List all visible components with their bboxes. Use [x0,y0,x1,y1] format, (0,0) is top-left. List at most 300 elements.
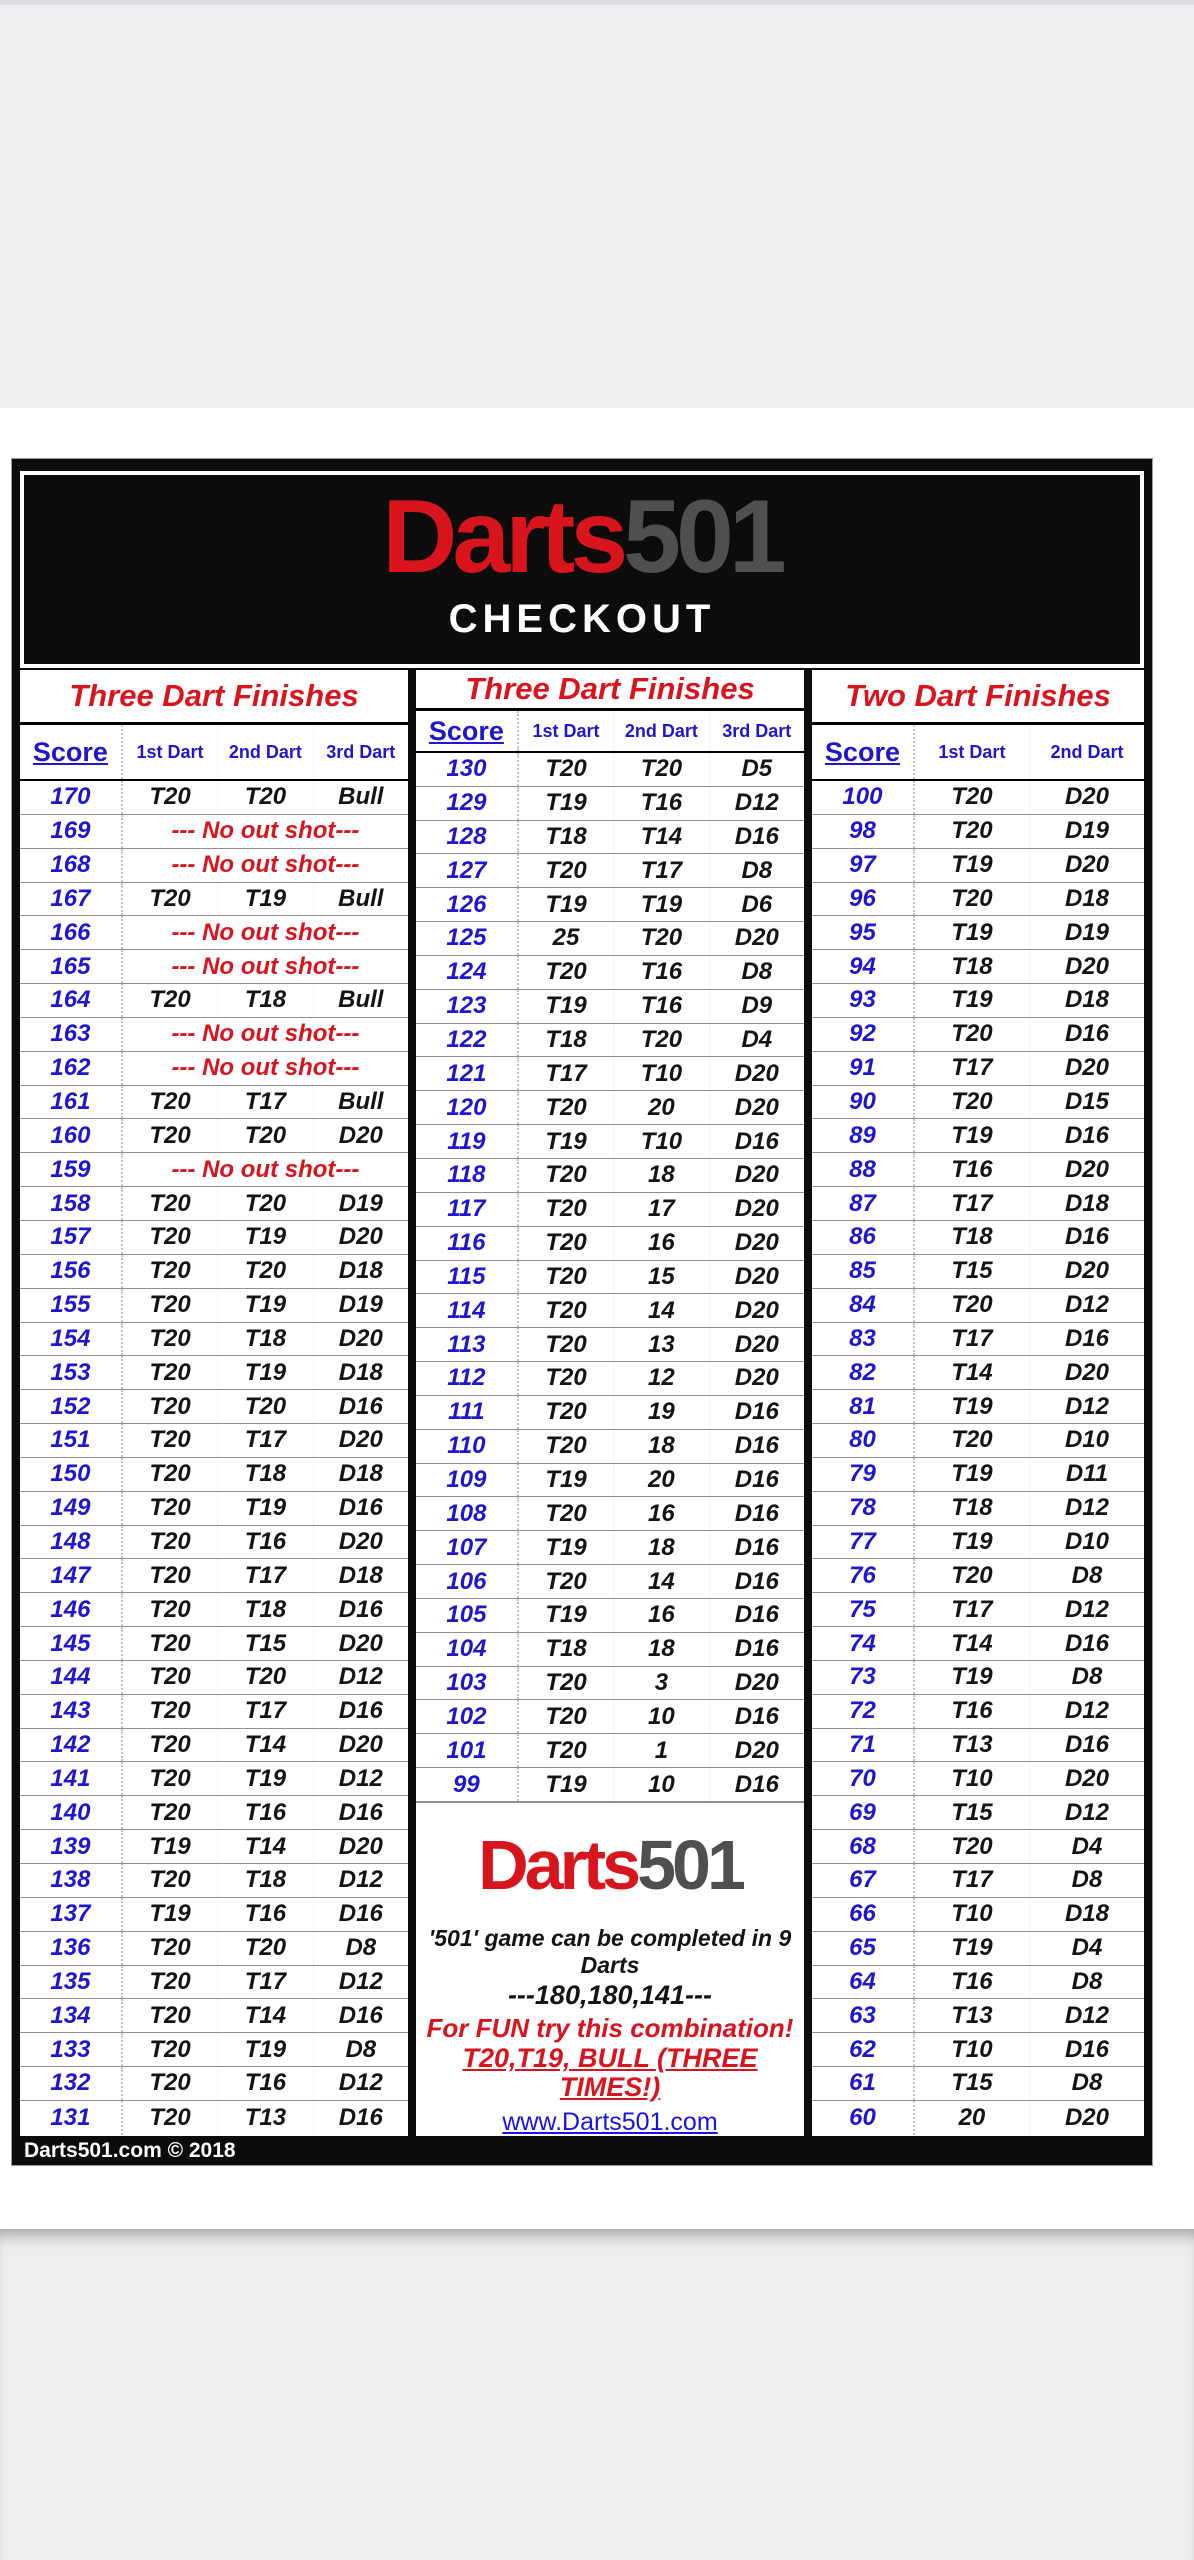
dart-cell: D5 [741,755,773,783]
score-cell: 135 [20,1966,123,1999]
score-cell: 78 [812,1492,915,1525]
logo-darts-text: Darts [382,479,624,595]
dart-cell: D18 [338,1358,383,1386]
table-row [20,1187,408,1221]
dart-cell: T20 [915,1289,1030,1322]
dart-cell: D20 [338,1527,383,1555]
table-row [416,1565,804,1599]
dart-cell: T19 [519,1768,614,1801]
dart-cell: D12 [1064,1291,1109,1319]
dart-cell: T15 [915,2067,1030,2100]
score-cell: 96 [812,883,915,916]
poster-title: CHECKOUT [448,597,716,641]
table-row [20,916,408,950]
dart-header: 2nd Dart [614,711,709,751]
panel-2 [812,670,1144,2136]
table-row [416,1700,804,1734]
dart-cell: D20 [734,1195,779,1223]
no-out-shot-cell: --- No out shot--- [171,1020,360,1048]
dart-cell: T20 [519,1159,614,1192]
table-row [20,1424,408,1458]
table-row [812,1932,1144,1966]
dart-cell: T20 [915,1424,1030,1457]
dart-cell: T18 [519,821,614,854]
dart-header: 1st Dart [915,725,1030,779]
dart-cell: T20 [519,1734,614,1767]
score-cell: 105 [416,1599,519,1632]
dart-cell: T14 [614,821,709,854]
score-cell: 122 [416,1024,519,1057]
score-cell: 133 [20,2033,123,2066]
score-cell: 137 [20,1898,123,1931]
table-row [812,1762,1144,1796]
table-row [812,883,1144,917]
dart-cell: 3 [614,1667,709,1700]
score-cell: 139 [20,1830,123,1863]
dart-cell: D15 [1064,1088,1109,1116]
score-cell: 146 [20,1593,123,1626]
dart-cell: D12 [1064,2001,1109,2029]
dart-cell: D20 [338,1832,383,1860]
dart-cell: D12 [734,789,779,817]
dart-cell: T16 [915,1153,1030,1186]
table-row [20,1323,408,1357]
dart-cell: T20 [915,1559,1030,1592]
dart-cell: D16 [1064,1020,1109,1048]
dart-cell: T18 [915,1492,1030,1525]
dart-cell: T20 [915,1830,1030,1863]
score-cell: 125 [416,922,519,955]
dart-cell: D16 [734,1601,779,1629]
score-cell: 134 [20,1999,123,2032]
score-cell: 136 [20,1932,123,1965]
dart-cell: T17 [915,1323,1030,1356]
dart-cell: D16 [338,1697,383,1725]
dart-cell: T18 [519,1024,614,1057]
dart-cell: T20 [123,1119,218,1152]
table-row [812,1187,1144,1221]
dart-cell: D19 [338,1189,383,1217]
dart-cell: D20 [338,1426,383,1454]
dart-cell: D10 [1064,1426,1109,1454]
score-cell: 95 [812,916,915,949]
dart-header: 3rd Dart [326,741,396,762]
dart-cell: T20 [123,1289,218,1322]
table-row [812,984,1144,1018]
dart-cell: 10 [614,1768,709,1801]
darts501-logo [24,479,1140,595]
score-cell: 73 [812,1661,915,1694]
dart-cell: T20 [123,1424,218,1457]
table-row [416,1430,804,1464]
score-cell: 75 [812,1593,915,1626]
darts501-website-link[interactable]: www.Darts501.com [502,2108,718,2136]
dart-cell: D12 [1064,1392,1109,1420]
dart-cell: D16 [1064,1324,1109,1352]
dart-cell: T17 [218,1424,313,1457]
dart-cell: D8 [345,1934,377,1962]
column-header-row [812,725,1144,781]
table-row [416,990,804,1024]
dart-cell: D12 [1064,1798,1109,1826]
dart-cell: D8 [741,856,773,884]
panel-0 [20,670,408,2136]
score-cell: 90 [812,1086,915,1119]
dart-cell: T17 [915,1052,1030,1085]
viewer-background-top [0,0,1194,408]
dart-cell: T16 [218,1898,313,1931]
table-row [812,1119,1144,1153]
table-row [416,1091,804,1125]
dart-cell: D18 [338,1561,383,1589]
table-row [20,1559,408,1593]
score-cell: 170 [20,781,123,814]
dart-cell: T20 [123,1932,218,1965]
dart-cell: T18 [218,1458,313,1491]
score-cell: 159 [20,1153,123,1186]
dart-cell: T20 [915,883,1030,916]
dart-cell: T20 [519,854,614,887]
score-cell: 150 [20,1458,123,1491]
dart-cell: T20 [123,984,218,1017]
dart-cell: T18 [218,1593,313,1626]
dart-cell: 18 [614,1159,709,1192]
dart-cell: D20 [734,1736,779,1764]
dart-cell: D6 [741,890,773,918]
dart-cell: T20 [519,1667,614,1700]
score-cell: 65 [812,1932,915,1965]
table-row [812,1390,1144,1424]
checkout-chart-poster [11,458,1153,2166]
table-row [812,1086,1144,1120]
dart-cell: T17 [218,1559,313,1592]
dart-cell: D12 [338,1764,383,1792]
dart-cell: T19 [218,1356,313,1389]
panel-1 [416,670,804,2136]
dart-cell: D16 [734,1533,779,1561]
score-cell: 72 [812,1695,915,1728]
dart-cell: T19 [218,2033,313,2066]
score-cell: 94 [812,950,915,983]
dart-cell: D20 [734,1262,779,1290]
dart-cell: T13 [218,2101,313,2135]
table-row [20,1932,408,1966]
score-cell: 61 [812,2067,915,2100]
score-cell: 152 [20,1390,123,1423]
dart-cell: T20 [519,1193,614,1226]
score-cell: 115 [416,1261,519,1294]
dart-cell: D18 [338,1460,383,1488]
table-row [20,1052,408,1086]
dart-cell: T20 [915,781,1030,814]
table-row [20,1289,408,1323]
table-row [20,1729,408,1763]
table-row [812,849,1144,883]
table-row [20,1086,408,1120]
table-row [416,1362,804,1396]
dart-cell: T18 [218,1864,313,1897]
dart-cell: T10 [915,1898,1030,1931]
dart-cell: T20 [218,781,313,814]
dart-cell: D16 [734,1465,779,1493]
score-cell: 85 [812,1255,915,1288]
no-out-shot-cell: --- No out shot--- [171,1155,360,1183]
dart-cell: T17 [218,1695,313,1728]
dart-cell: T18 [218,984,313,1017]
score-cell: 113 [416,1328,519,1361]
table-row [812,1153,1144,1187]
rows [812,781,1144,2136]
table-row [20,1966,408,2000]
table-row [416,1667,804,1701]
dart-cell: 20 [614,1464,709,1497]
score-cell: 140 [20,1796,123,1829]
promo-line-for-fun: For FUN try this combination! [426,2013,794,2043]
dart-cell: T20 [519,1261,614,1294]
table-row [20,883,408,917]
score-cell: 141 [20,1762,123,1795]
dart-cell: D20 [734,1093,779,1121]
score-cell: 118 [416,1159,519,1192]
promo-line-180-180-141: ---180,180,141--- [507,1980,713,2010]
score-cell: 87 [812,1187,915,1220]
dart-cell: D16 [338,1494,383,1522]
score-cell: 130 [416,753,519,786]
dart-cell: T20 [218,1390,313,1423]
score-cell: 168 [20,849,123,882]
dart-cell: T20 [123,1661,218,1694]
dart-cell: T16 [614,787,709,820]
dart-cell: T19 [915,1119,1030,1152]
score-cell: 62 [812,2033,915,2066]
dart-header: 1st Dart [519,711,614,751]
dart-cell: T20 [519,1565,614,1598]
dart-cell: T16 [614,956,709,989]
dart-cell: D18 [1064,884,1109,912]
dart-cell: T20 [123,1695,218,1728]
dart-cell: T19 [218,1289,313,1322]
dart-cell: D20 [338,1731,383,1759]
dart-cell: T20 [519,1328,614,1361]
panel-title: Three Dart Finishes [20,670,408,725]
score-cell: 104 [416,1633,519,1666]
dart-cell: T19 [915,916,1030,949]
table-row [20,1390,408,1424]
score-cell: 102 [416,1700,519,1733]
score-cell: 67 [812,1864,915,1897]
score-cell: 97 [812,849,915,882]
table-row [812,781,1144,815]
dart-cell: T20 [123,1492,218,1525]
dart-header: 3rd Dart [722,720,792,741]
dart-cell: T15 [218,1627,313,1660]
score-cell: 83 [812,1323,915,1356]
dart-cell: D20 [338,1324,383,1352]
table-row [812,1695,1144,1729]
table-row [416,1768,804,1802]
score-cell: 103 [416,1667,519,1700]
score-cell: 157 [20,1221,123,1254]
score-cell: 119 [416,1125,519,1158]
dart-cell: T10 [915,1762,1030,1795]
dart-cell: T18 [519,1633,614,1666]
dart-cell: D20 [1064,1358,1109,1386]
dart-cell: 1 [614,1734,709,1767]
score-cell: 60 [812,2101,915,2135]
dart-cell: D20 [1064,2103,1109,2131]
dart-cell: D19 [1064,918,1109,946]
score-cell: 164 [20,984,123,1017]
poster-header [20,471,1144,668]
no-out-shot-cell: --- No out shot--- [171,952,360,980]
score-header: Score [20,725,123,779]
dart-cell: T14 [218,1830,313,1863]
table-row [812,916,1144,950]
dart-cell: T20 [123,2067,218,2100]
dart-cell: T20 [218,1932,313,1965]
dart-cell: D16 [1064,1731,1109,1759]
dart-cell: T20 [519,1362,614,1395]
table-row [416,1396,804,1430]
dart-cell: T19 [519,1464,614,1497]
score-cell: 144 [20,1661,123,1694]
dart-header: 2nd Dart [1050,741,1124,762]
dart-cell: 13 [614,1328,709,1361]
dart-cell: T19 [915,1661,1030,1694]
table-row [20,1356,408,1390]
table-row [812,1458,1144,1492]
score-cell: 98 [812,815,915,848]
score-cell: 167 [20,883,123,916]
dart-cell: T19 [915,1526,1030,1559]
score-cell: 143 [20,1695,123,1728]
score-cell: 114 [416,1294,519,1327]
dart-cell: T16 [915,1966,1030,1999]
table-row [812,1661,1144,1695]
dart-cell: D20 [734,1296,779,1324]
table-row [812,1966,1144,2000]
table-row [20,1762,408,1796]
dart-cell: T18 [218,1323,313,1356]
score-cell: 110 [416,1430,519,1463]
dart-cell: D16 [1064,1629,1109,1657]
dart-cell: D12 [338,1967,383,1995]
table-row [416,753,804,787]
table-row [416,854,804,888]
table-row [416,1328,804,1362]
table-row [20,1695,408,1729]
table-row [812,1559,1144,1593]
score-cell: 100 [812,781,915,814]
dart-cell: D4 [1071,1832,1103,1860]
score-cell: 156 [20,1255,123,1288]
dart-cell: D16 [1064,1121,1109,1149]
dart-cell: T20 [123,1458,218,1491]
table-row [812,1356,1144,1390]
dart-cell: T19 [915,1932,1030,1965]
dart-cell: 18 [614,1531,709,1564]
table-row [20,781,408,815]
dart-cell: D20 [734,1330,779,1358]
table-row [20,950,408,984]
score-cell: 63 [812,1999,915,2032]
dart-cell: D16 [338,1595,383,1623]
dart-cell: T17 [218,1966,313,1999]
dart-cell: D12 [338,1866,383,1894]
dart-cell: T17 [915,1187,1030,1220]
score-cell: 79 [812,1458,915,1491]
table-row [812,2101,1144,2135]
table-row [416,821,804,855]
score-cell: 121 [416,1057,519,1090]
dart-cell: D12 [338,2069,383,2097]
dart-header: 1st Dart [123,725,218,779]
table-row [812,1593,1144,1627]
table-row [812,1052,1144,1086]
table-row [20,849,408,883]
dart-cell: D8 [1071,1866,1103,1894]
table-row [812,2033,1144,2067]
score-cell: 109 [416,1464,519,1497]
dart-cell: 20 [915,2101,1030,2135]
table-row [20,1898,408,1932]
table-row [812,1898,1144,1932]
score-cell: 116 [416,1227,519,1260]
score-cell: 111 [416,1396,519,1429]
table-row [416,1294,804,1328]
dart-cell: T18 [915,1221,1030,1254]
score-cell: 131 [20,2101,123,2135]
dart-cell: T16 [218,1526,313,1559]
dart-cell: T20 [123,1255,218,1288]
dart-cell: 16 [614,1227,709,1260]
score-header: Score [416,711,519,751]
dart-cell: D12 [1064,1494,1109,1522]
panels [20,670,1144,2136]
dart-cell: 18 [614,1633,709,1666]
dart-cell: T18 [915,950,1030,983]
score-cell: 92 [812,1018,915,1051]
table-row [812,1255,1144,1289]
dart-cell: D18 [1064,986,1109,1014]
table-row [812,1492,1144,1526]
score-cell: 148 [20,1526,123,1559]
score-cell: 91 [812,1052,915,1085]
dart-cell: T19 [123,1830,218,1863]
score-cell: 66 [812,1898,915,1931]
score-cell: 149 [20,1492,123,1525]
table-row [812,1221,1144,1255]
score-cell: 124 [416,956,519,989]
dart-cell: D20 [734,1161,779,1189]
dart-cell: T19 [123,1898,218,1931]
dart-cell: T20 [123,1526,218,1559]
score-cell: 166 [20,916,123,949]
score-cell: 138 [20,1864,123,1897]
dart-cell: T20 [614,753,709,786]
score-cell: 120 [416,1091,519,1124]
table-row [416,1261,804,1295]
score-cell: 93 [812,984,915,1017]
score-cell: 84 [812,1289,915,1322]
viewer-background-bottom [0,2229,1194,2560]
dart-cell: D16 [734,1127,779,1155]
dart-cell: D12 [1064,1697,1109,1725]
column-header-row [20,725,408,781]
no-out-shot-cell: --- No out shot--- [171,817,360,845]
dart-cell: T20 [123,1390,218,1423]
dart-cell: 16 [614,1497,709,1530]
